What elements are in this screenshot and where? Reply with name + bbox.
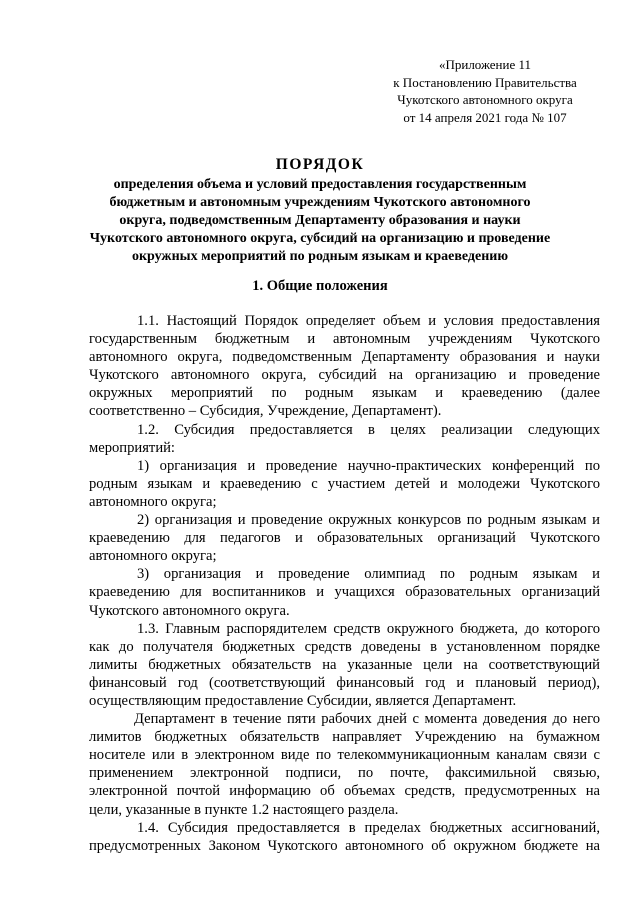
body-line: автономного округа; xyxy=(89,548,217,565)
body-line: краеведению для педагогов и образовательных организаций Чукотского xyxy=(89,530,600,547)
body-line: краеведению для воспитанников и учащихся образовательных организаций xyxy=(89,584,600,601)
appendix-line: к Постановлению Правительства xyxy=(393,74,577,90)
body-line: 1.4. Субсидия предоставляется в пределах бюджетных ассигнований, xyxy=(137,819,600,836)
body-line: Чукотского автономного округа. xyxy=(89,602,290,619)
body-line: родным языкам и краеведению с участием детей и молодежи Чукотского xyxy=(89,475,600,492)
body-line: 1.1. Настоящий Порядок определяет объем и условия предоставления xyxy=(137,313,600,329)
subtitle-line: определения объема и условий предоставления государственным xyxy=(113,177,527,192)
body-line: государственным бюджетным и автономным учреждениям Чукотского xyxy=(89,331,600,348)
body-line: мероприятий: xyxy=(89,439,175,456)
body-line: автономного округа; xyxy=(89,493,217,510)
body-line: применением электронной подписи, по почте, факсимильной связью, xyxy=(89,765,600,782)
body-line: предусмотренных Законом Чукотского автономного об окружном бюджете на xyxy=(89,837,600,854)
subtitle-line: Чукотского автономного округа, субсидий на организацию и проведение xyxy=(89,231,551,246)
body-line: 3) организация и проведение олимпиад по родным языкам и xyxy=(137,566,600,583)
body-line: соответственно – Субсидия, Учреждение, Департамент). xyxy=(89,403,442,420)
body-line: финансовый год (соответствующий финансовый год и плановый период), xyxy=(89,674,600,691)
subtitle-line: округа, подведомственным Департаменту образования и науки xyxy=(119,213,521,228)
body-line: лимиты бюджетных обязательств на указанные цели на соответствующий xyxy=(89,656,600,673)
appendix-line: «Приложение 11 xyxy=(438,57,532,72)
body-line: 2) организация и проведение окружных конкурсов по родным языкам и xyxy=(137,512,600,529)
body-line: осуществляющим предоставление Субсидии, является Департамент. xyxy=(89,692,517,709)
subtitle-line: бюджетным и автономным учреждениям Чукотского автономного xyxy=(109,195,531,210)
body-line: автономного округа, подведомственным Департаменту образования и науки xyxy=(89,349,600,366)
body-line: 1.3. Главным распорядителем средств окружного бюджета, до которого xyxy=(137,620,600,637)
body-line: Чукотского автономного округа, субсидий на организацию и проведение xyxy=(89,367,600,384)
document-title: ПОРЯДОК xyxy=(275,156,365,173)
appendix-line: от 14 апреля 2021 года № 107 xyxy=(403,109,567,125)
body-line: окружных мероприятий по родным языкам и краеведению (далее xyxy=(89,385,600,402)
body-line: электронной почтой информацию об объемах средств, предусмотренных на xyxy=(89,783,600,800)
body-line: носителе или в электронном виде по телекоммуникационным каналам связи с xyxy=(89,747,600,764)
body-line: как до получателя бюджетных средств доведены в установленном порядке xyxy=(89,638,600,655)
section-heading: 1. Общие положения xyxy=(252,278,388,294)
subtitle-line: окружных мероприятий по родным языкам и краеведению xyxy=(131,249,509,264)
document-body xyxy=(89,312,600,855)
body-line: лимитов бюджетных обязательств направляет Учреждению на бумажном xyxy=(89,729,600,746)
appendix-line: Чукотского автономного округа xyxy=(397,92,573,107)
appendix-block xyxy=(380,56,590,126)
body-line: цели, указанные в пункте 1.2 настоящего раздела. xyxy=(89,801,399,818)
body-line: 1.2. Субсидия предоставляется в целях реализации следующих xyxy=(137,421,600,438)
body-line: Департамент в течение пяти рабочих дней с момента доведения до него xyxy=(134,711,600,728)
body-line: 1) организация и проведение научно-практических конференций по xyxy=(137,457,600,474)
document-subtitle xyxy=(78,176,562,266)
